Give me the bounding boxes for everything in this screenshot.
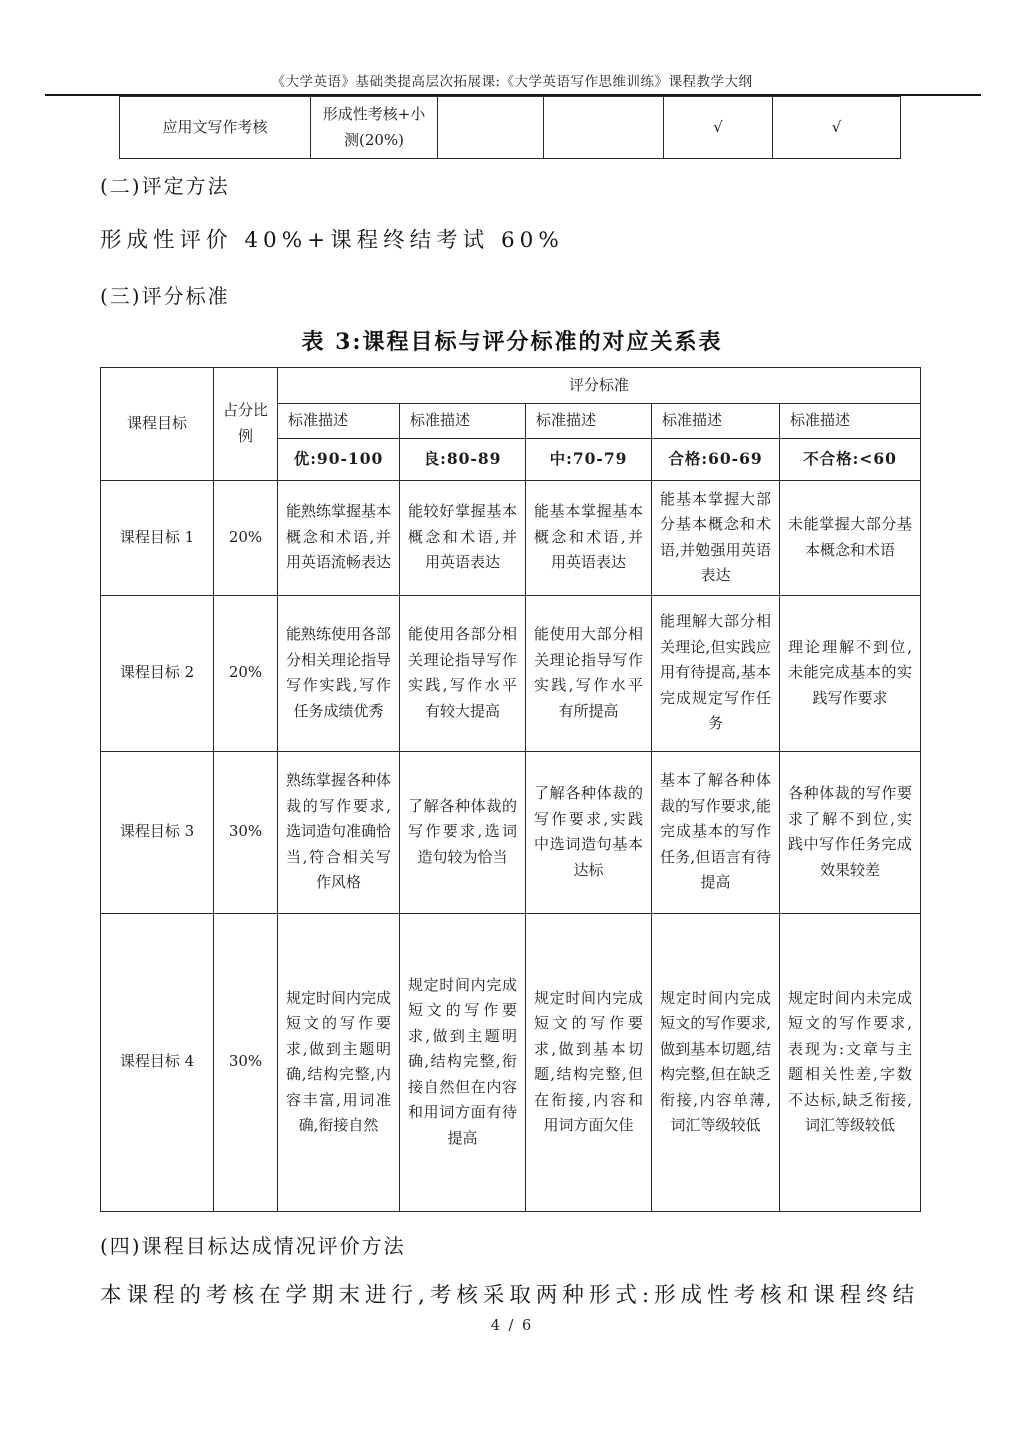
section-heading-achievement-evaluation: (四)课程目标达成情况评价方法 bbox=[100, 1234, 406, 1258]
weight-cell: 20% bbox=[214, 595, 278, 751]
objective-cell: 课程目标 2 bbox=[101, 595, 214, 751]
desc-header-cell: 标准描述 bbox=[652, 404, 780, 439]
objective-cell: 课程目标 1 bbox=[101, 480, 214, 595]
grade-range-cell: 良:80-89 bbox=[400, 438, 526, 480]
desc-cell: 能熟练使用各部分相关理论指导写作实践,写作任务成绩优秀 bbox=[278, 595, 400, 751]
empty-cell bbox=[438, 97, 544, 159]
desc-cell: 规定时间内完成短文的写作要求,做到基本切题,结构完整,但在衔接,内容和用词方面欠佳 bbox=[526, 913, 652, 1211]
assessment-method-cell: 形成性考核+小测(20%) bbox=[311, 97, 438, 159]
grading-standard-group-header-cell: 评分标准 bbox=[278, 368, 921, 404]
checkmark-cell: √ bbox=[773, 97, 901, 159]
checkmark-cell: √ bbox=[664, 97, 773, 159]
table-header-row bbox=[101, 368, 921, 404]
desc-cell: 各种体裁的写作要求了解不到位,实践中写作任务完成效果较差 bbox=[780, 751, 921, 913]
desc-header-cell: 标准描述 bbox=[526, 404, 652, 439]
weight-cell: 20% bbox=[214, 480, 278, 595]
grading-table bbox=[100, 367, 921, 1212]
grade-range-cell: 不合格:<60 bbox=[780, 438, 921, 480]
empty-cell bbox=[544, 97, 664, 159]
desc-header-cell: 标准描述 bbox=[278, 404, 400, 439]
evaluation-formula-text: 形成性评价 40%+课程终结考试 60% bbox=[100, 228, 564, 253]
desc-cell: 了解各种体裁的写作要求,选词造句较为恰当 bbox=[400, 751, 526, 913]
desc-cell: 能使用大部分相关理论指导写作实践,写作水平有所提高 bbox=[526, 595, 652, 751]
desc-cell: 能理解大部分相关理论,但实践应用有待提高,基本完成规定写作任务 bbox=[652, 595, 780, 751]
table-row bbox=[101, 480, 921, 595]
desc-cell: 能基本掌握基本概念和术语,并用英语表达 bbox=[526, 480, 652, 595]
page-number: 4 / 6 bbox=[490, 1318, 534, 1334]
weight-header-cell: 占分比例 bbox=[214, 368, 278, 481]
section-heading-evaluation-method: (二)评定方法 bbox=[100, 174, 230, 198]
desc-cell: 能基本掌握大部分基本概念和术语,并勉强用英语表达 bbox=[652, 480, 780, 595]
grade-range-cell: 合格:60-69 bbox=[652, 438, 780, 480]
desc-cell: 规定时间内未完成短文的写作要求,表现为:文章与主题相关性差,字数不达标,缺乏衔接,词汇等级较低 bbox=[780, 913, 921, 1211]
weight-cell: 30% bbox=[214, 913, 278, 1211]
desc-cell: 规定时间内完成短文的写作要求,做到主题明确,结构完整,衔接自然但在内容和用词方面有待提高 bbox=[400, 913, 526, 1211]
desc-cell: 能较好掌握基本概念和术语,并用英语表达 bbox=[400, 480, 526, 595]
table-row bbox=[120, 97, 901, 159]
course-objective-header-cell: 课程目标 bbox=[101, 368, 214, 481]
desc-header-cell: 标准描述 bbox=[400, 404, 526, 439]
assessment-table-fragment bbox=[119, 96, 901, 159]
section-heading-grading-standard: (三)评分标准 bbox=[100, 284, 230, 308]
desc-cell: 能使用各部分相关理论指导写作实践,写作水平有较大提高 bbox=[400, 595, 526, 751]
desc-cell: 未能掌握大部分基本概念和术语 bbox=[780, 480, 921, 595]
table-row bbox=[101, 595, 921, 751]
weight-cell: 30% bbox=[214, 751, 278, 913]
grade-range-cell: 优:90-100 bbox=[278, 438, 400, 480]
assessment-name-cell: 应用文写作考核 bbox=[120, 97, 311, 159]
closing-paragraph: 本课程的考核在学期末进行,考核采取两种形式:形成性考核和课程终结 bbox=[100, 1283, 920, 1308]
desc-cell: 能熟练掌握基本概念和术语,并用英语流畅表达 bbox=[278, 480, 400, 595]
desc-cell: 规定时间内完成短文的写作要求,做到基本切题,结构完整,但在缺乏衔接,内容单薄,词汇等级较低 bbox=[652, 913, 780, 1211]
grade-range-cell: 中:70-79 bbox=[526, 438, 652, 480]
desc-cell: 理论理解不到位,未能完成基本的实践写作要求 bbox=[780, 595, 921, 751]
desc-cell: 熟练掌握各种体裁的写作要求,选词造句准确恰当,符合相关写作风格 bbox=[278, 751, 400, 913]
desc-cell: 了解各种体裁的写作要求,实践中选词造句基本达标 bbox=[526, 751, 652, 913]
objective-cell: 课程目标 4 bbox=[101, 913, 214, 1211]
desc-cell: 基本了解各种体裁的写作要求,能完成基本的写作任务,但语言有待提高 bbox=[652, 751, 780, 913]
table-row bbox=[101, 913, 921, 1211]
table-caption: 表 3:课程目标与评分标准的对应关系表 bbox=[301, 329, 723, 355]
desc-header-cell: 标准描述 bbox=[780, 404, 921, 439]
page-header-title: 《大学英语》基础类提高层次拓展课:《大学英语写作思维训练》课程教学大纲 bbox=[271, 74, 753, 90]
objective-cell: 课程目标 3 bbox=[101, 751, 214, 913]
desc-cell: 规定时间内完成短文的写作要求,做到主题明确,结构完整,内容丰富,用词准确,衔接自然 bbox=[278, 913, 400, 1211]
table-row bbox=[101, 751, 921, 913]
